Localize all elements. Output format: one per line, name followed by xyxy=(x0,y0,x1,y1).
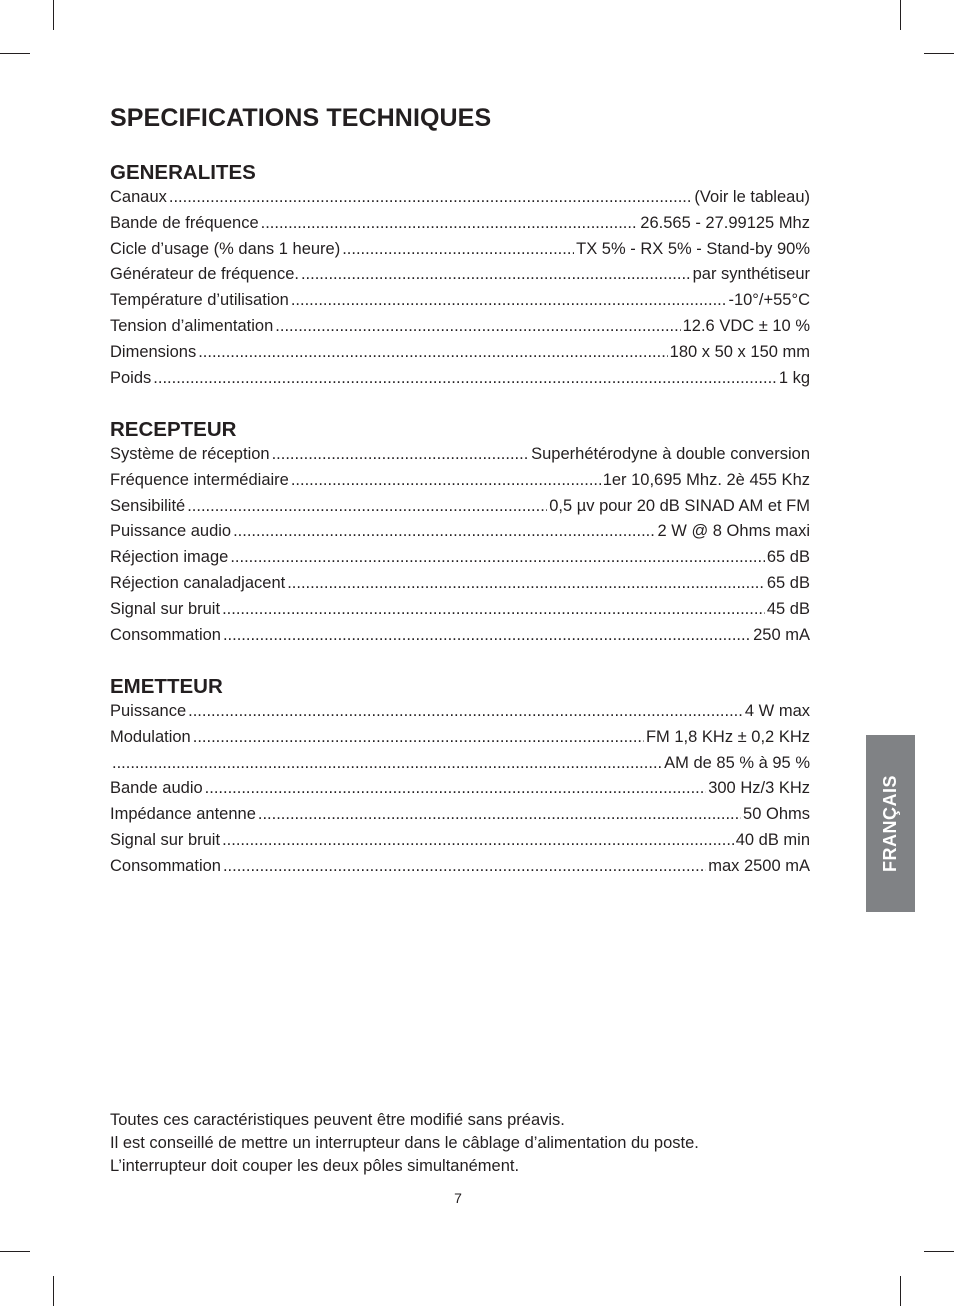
spec-row xyxy=(110,831,810,857)
crop-mark xyxy=(900,0,901,30)
spec-label: Poids xyxy=(110,368,152,387)
spec-label: Puissance xyxy=(110,702,187,720)
crop-mark xyxy=(0,1251,30,1252)
dot-leader xyxy=(205,779,707,798)
section-generalites xyxy=(110,159,810,394)
spec-row xyxy=(110,265,810,291)
spec-label: Fréquence intermédiaire xyxy=(110,470,289,489)
spec-value: 65 dB xyxy=(766,548,810,567)
dot-leader xyxy=(169,188,693,207)
spec-label: Température d’utilisation xyxy=(110,291,289,310)
spec-value: (Voir le tableau) xyxy=(694,188,810,206)
spec-value: 65 dB xyxy=(766,573,810,592)
dot-leader xyxy=(187,497,547,516)
spec-row xyxy=(110,779,810,805)
spec-value: 12.6 VDC ± 10 % xyxy=(682,316,810,335)
dot-leader xyxy=(291,471,601,490)
footnote: L’interrupteur doit couper les deux pôles simultanément. xyxy=(110,1157,520,1175)
spec-value: 40 dB min xyxy=(735,830,810,849)
spec-row xyxy=(110,317,810,343)
dot-leader xyxy=(261,214,639,233)
spec-list xyxy=(110,188,810,394)
spec-value: FM 1,8 KHz ± 0,2 KHz xyxy=(645,727,810,746)
page-title: SPECIFICATIONS TECHNIQUES xyxy=(110,104,492,132)
spec-label: Consommation xyxy=(110,625,221,644)
spec-row xyxy=(110,188,810,214)
dot-leader xyxy=(287,574,765,593)
spec-value: Superhétérodyne à double conversion xyxy=(531,445,810,463)
spec-label: Sensibilité xyxy=(110,496,186,515)
spec-list xyxy=(110,702,810,883)
spec-row xyxy=(110,343,810,369)
spec-row xyxy=(110,240,810,266)
spec-row xyxy=(110,548,810,574)
dot-leader xyxy=(223,626,751,645)
spec-row xyxy=(110,574,810,600)
spec-row xyxy=(110,291,810,317)
spec-label: Impédance antenne xyxy=(110,805,256,824)
dot-leader xyxy=(153,369,777,388)
dot-leader xyxy=(193,728,644,747)
spec-value: AM de 85 % à 95 % xyxy=(664,753,810,772)
section-heading: GENERALITES xyxy=(110,161,256,184)
dot-leader xyxy=(222,600,765,619)
spec-label: Canaux xyxy=(110,188,167,206)
spec-label: Système de réception xyxy=(110,445,270,463)
spec-row xyxy=(110,626,810,652)
section-recepteur xyxy=(110,416,810,651)
spec-value: max 2500 mA xyxy=(708,856,810,875)
crop-mark xyxy=(53,0,54,30)
spec-label: Signal sur bruit xyxy=(110,830,221,849)
dot-leader xyxy=(222,831,734,850)
dot-leader xyxy=(258,805,741,824)
footnotes xyxy=(110,1109,699,1178)
spec-value: 300 Hz/3 KHz xyxy=(708,779,810,798)
spec-label: Réjection image xyxy=(110,548,229,567)
footnote: Toutes ces caractéristiques peuvent être modifié sans préavis. xyxy=(110,1111,565,1129)
spec-value: 0,5 µv pour 20 dB SINAD AM et FM xyxy=(549,496,810,515)
crop-mark xyxy=(924,1251,954,1252)
spec-label: Consommation xyxy=(110,856,221,875)
spec-value: TX 5% - RX 5% - Stand-by 90% xyxy=(576,239,810,258)
spec-label: Signal sur bruit xyxy=(110,599,221,618)
section-heading: EMETTEUR xyxy=(110,675,223,698)
spec-label: Bande audio xyxy=(110,779,203,798)
spec-value: 1 kg xyxy=(778,368,810,387)
spec-label: Générateur de fréquence. xyxy=(110,265,299,284)
spec-value: 180 x 50 x 150 mm xyxy=(669,342,810,361)
spec-row xyxy=(110,214,810,240)
dot-leader xyxy=(233,522,655,541)
spec-label: Réjection canaladjacent xyxy=(110,573,286,592)
spec-label: Modulation xyxy=(110,727,191,746)
dot-leader xyxy=(112,754,662,773)
spec-row xyxy=(110,471,810,497)
spec-value: 250 mA xyxy=(753,625,810,644)
spec-label: Dimensions xyxy=(110,342,197,361)
spec-label: Cicle d’usage (% dans 1 heure) xyxy=(110,239,341,258)
crop-mark xyxy=(0,53,30,54)
spec-value: -10°/+55°C xyxy=(728,291,810,310)
spec-value: 1er 10,695 Mhz. 2è 455 Khz xyxy=(602,470,810,489)
dot-leader xyxy=(223,857,706,876)
dot-leader xyxy=(198,343,667,362)
section-heading: RECEPTEUR xyxy=(110,418,237,441)
spec-label: Puissance audio xyxy=(110,522,232,541)
spec-row xyxy=(110,702,810,728)
spec-label: Bande de fréquence xyxy=(110,213,259,232)
dot-leader xyxy=(291,291,727,310)
spec-value: 50 Ohms xyxy=(743,805,810,824)
spec-row xyxy=(110,728,810,754)
language-tab xyxy=(866,735,915,912)
footnote: Il est conseillé de mettre un interrupteur dans le câblage d’alimentation du poste. xyxy=(110,1134,699,1152)
dot-leader xyxy=(301,265,691,284)
spec-row xyxy=(110,497,810,523)
spec-row xyxy=(110,805,810,831)
spec-value: 45 dB xyxy=(766,599,810,618)
spec-list xyxy=(110,445,810,651)
spec-value: 4 W max xyxy=(744,702,810,720)
dot-leader xyxy=(275,317,680,336)
spec-row xyxy=(110,445,810,471)
spec-label: Tension d’alimentation xyxy=(110,316,274,335)
dot-leader xyxy=(188,702,743,721)
spec-value: 26.565 - 27.99125 Mhz xyxy=(640,213,810,232)
dot-leader xyxy=(272,445,530,464)
spec-row xyxy=(110,369,810,395)
crop-mark xyxy=(924,53,954,54)
crop-mark xyxy=(53,1276,54,1306)
crop-mark xyxy=(900,1276,901,1306)
dot-leader xyxy=(342,240,574,259)
spec-value: 2 W @ 8 Ohms maxi xyxy=(657,522,810,541)
spec-row xyxy=(110,600,810,626)
spec-value: par synthétiseur xyxy=(692,265,810,284)
page-number: 7 xyxy=(454,1190,462,1206)
section-emetteur xyxy=(110,673,810,883)
language-tab-label: FRANÇAIS xyxy=(880,775,900,872)
spec-row xyxy=(110,522,810,548)
dot-leader xyxy=(230,548,765,567)
spec-row xyxy=(110,754,810,780)
spec-row xyxy=(110,857,810,883)
